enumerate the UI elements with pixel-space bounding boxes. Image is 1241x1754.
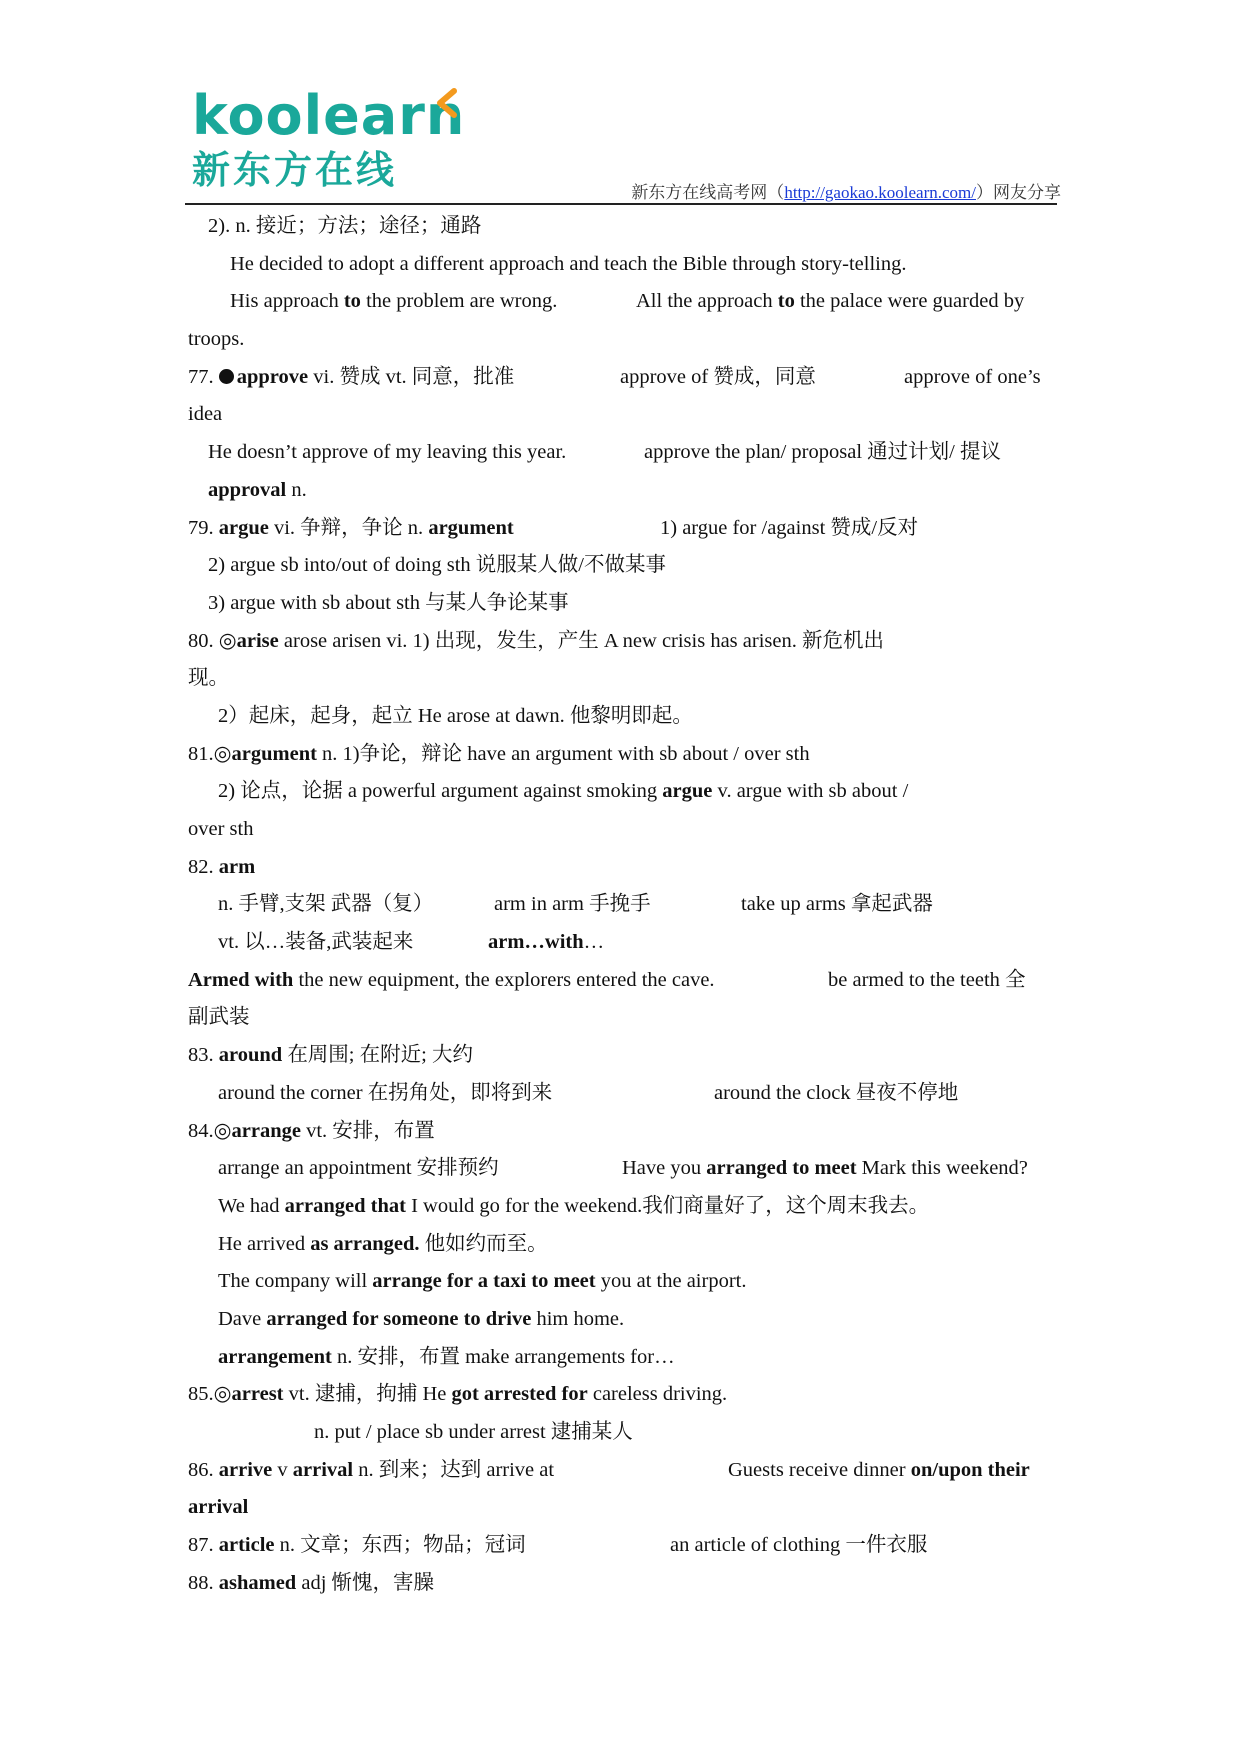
text-segment: you at the airport. bbox=[595, 1270, 747, 1293]
text-segment: n. bbox=[286, 478, 307, 501]
keyword: to bbox=[343, 290, 361, 313]
keyword: to bbox=[777, 290, 795, 313]
text-segment: 现。 bbox=[188, 667, 229, 690]
text-line bbox=[188, 1452, 1056, 1490]
keyword: arrest bbox=[231, 1383, 284, 1406]
text-line bbox=[188, 283, 1056, 321]
text-segment: Mark this weekend? bbox=[856, 1157, 1028, 1180]
text-line bbox=[188, 1527, 1056, 1565]
text-segment: the problem are wrong. bbox=[360, 290, 558, 313]
text-segment: 87. bbox=[188, 1534, 219, 1557]
text-segment: approve of 赞成，同意 bbox=[620, 365, 816, 388]
text-segment: him home. bbox=[531, 1307, 625, 1330]
text-line bbox=[188, 1414, 1056, 1452]
text-column bbox=[188, 1527, 526, 1565]
text-line bbox=[188, 886, 1056, 924]
text-segment: 3) argue with sb about sth 与某人争论某事 bbox=[208, 591, 569, 614]
text-segment: vi. 争辩，争论 n. bbox=[268, 516, 429, 539]
text-segment: 副武装 bbox=[188, 1006, 250, 1029]
text-line bbox=[188, 999, 1056, 1037]
text-segment: Guests receive dinner bbox=[728, 1458, 911, 1481]
text-segment: the palace were guarded by bbox=[794, 290, 1025, 313]
text-segment: Dave bbox=[218, 1307, 267, 1330]
text-segment: around the clock 昼夜不停地 bbox=[714, 1081, 959, 1104]
text-segment: 88. bbox=[188, 1571, 219, 1594]
logo-chevron-icon bbox=[432, 88, 458, 118]
text-line bbox=[188, 1113, 1056, 1151]
text-segment: 1) argue for /against 赞成/反对 bbox=[660, 516, 919, 539]
text-segment: n. 到来；达到 arrive at bbox=[353, 1458, 555, 1481]
text-column bbox=[188, 623, 884, 661]
keyword: arrange bbox=[231, 1119, 301, 1142]
text-segment: 77. bbox=[188, 365, 219, 388]
text-segment: 81.◎ bbox=[188, 742, 232, 765]
text-column bbox=[218, 1150, 499, 1188]
text-line bbox=[188, 1150, 1056, 1188]
text-line bbox=[188, 1301, 1056, 1339]
text-segment: 2) argue sb into/out of doing sth 说服某人做/不做某事 bbox=[208, 554, 667, 577]
keyword: argument bbox=[428, 516, 514, 539]
text-column bbox=[188, 999, 250, 1037]
text-column bbox=[714, 1075, 958, 1113]
keyword: arrange for a taxi to meet bbox=[372, 1270, 596, 1293]
text-segment: 79. bbox=[188, 516, 219, 539]
keyword: arrival bbox=[292, 1458, 354, 1481]
text-segment: approve of one’s bbox=[904, 365, 1041, 388]
text-column bbox=[188, 1113, 435, 1151]
text-line bbox=[188, 773, 1056, 811]
text-line bbox=[188, 698, 1056, 736]
text-segment: 2) 论点，论据 a powerful argument against smoking bbox=[218, 780, 663, 803]
source-link[interactable]: http://gaokao.koolearn.com/ bbox=[784, 183, 976, 202]
text-segment: v. argue with sb about / bbox=[712, 780, 909, 803]
text-column bbox=[208, 585, 569, 623]
text-segment: adj 惭愧，害臊 bbox=[296, 1571, 435, 1594]
text-column bbox=[208, 472, 307, 510]
source-suffix: ）网友分享 bbox=[976, 183, 1061, 202]
logo-wordmark-en: koolearn bbox=[192, 84, 466, 147]
text-segment: vi. 赞成 vt. 同意，批准 bbox=[308, 365, 515, 388]
text-segment: All the approach bbox=[636, 290, 778, 313]
text-column bbox=[218, 1263, 746, 1301]
text-line bbox=[188, 1489, 1056, 1527]
text-segment: He arrived bbox=[218, 1232, 311, 1255]
text-segment: 82. bbox=[188, 855, 219, 878]
keyword: arise bbox=[236, 629, 279, 652]
text-segment: arose arisen vi. 1) 出现，发生，产生 A new crisis has arisen. 新危机出 bbox=[278, 629, 884, 652]
text-line bbox=[188, 472, 1056, 510]
text-segment: 在周围; 在附近; 大约 bbox=[282, 1044, 473, 1067]
text-column bbox=[188, 396, 222, 434]
text-column bbox=[188, 811, 253, 849]
header-divider bbox=[185, 203, 1057, 205]
vocabulary-list bbox=[188, 208, 1056, 1602]
text-segment: 83. bbox=[188, 1044, 219, 1067]
text-column bbox=[488, 924, 604, 962]
text-segment: 2). n. 接近；方法；途径；通路 bbox=[208, 215, 482, 237]
text-segment: be armed to the teeth 全 bbox=[828, 968, 1026, 991]
text-column bbox=[188, 1037, 473, 1075]
keyword: arranged to meet bbox=[706, 1157, 857, 1180]
text-segment: vt. 逮捕，拘捕 He bbox=[283, 1383, 452, 1406]
keyword: Armed with bbox=[188, 968, 294, 991]
text-column bbox=[620, 359, 816, 397]
keyword: on/upon their bbox=[910, 1458, 1030, 1481]
text-column bbox=[728, 1452, 1030, 1490]
keyword: arm…with bbox=[488, 931, 584, 954]
text-column bbox=[218, 1226, 548, 1264]
text-segment: an article of clothing 一件衣服 bbox=[670, 1534, 928, 1557]
text-segment: around the corner 在拐角处，即将到来 bbox=[218, 1081, 553, 1104]
text-line bbox=[188, 510, 1056, 548]
text-segment: 84.◎ bbox=[188, 1119, 232, 1142]
text-segment: approve the plan/ proposal 通过计划/ 提议 bbox=[644, 441, 1001, 464]
text-segment: idea bbox=[188, 403, 223, 426]
text-line bbox=[188, 359, 1056, 397]
text-line bbox=[188, 1263, 1056, 1301]
keyword: arm bbox=[218, 855, 256, 878]
text-line bbox=[188, 811, 1056, 849]
text-column bbox=[622, 1150, 1028, 1188]
text-segment: take up arms 拿起武器 bbox=[741, 893, 933, 916]
text-column bbox=[188, 660, 229, 698]
text-line bbox=[188, 1376, 1056, 1414]
bullet-dot-icon bbox=[219, 369, 234, 384]
text-segment: n. 安排，布置 make arrangements for… bbox=[331, 1345, 675, 1368]
text-segment: The company will bbox=[218, 1270, 373, 1293]
keyword: arrive bbox=[218, 1458, 273, 1481]
keyword: article bbox=[218, 1534, 275, 1557]
text-column bbox=[208, 547, 666, 585]
text-column bbox=[636, 283, 1024, 321]
text-column bbox=[644, 434, 1001, 472]
text-column bbox=[188, 1565, 434, 1603]
text-segment: 80. ◎ bbox=[188, 629, 237, 652]
keyword: arrival bbox=[188, 1496, 249, 1519]
keyword: argue bbox=[218, 516, 269, 539]
text-column bbox=[188, 359, 514, 397]
source-prefix: 新东方在线高考网（ bbox=[631, 183, 785, 202]
text-column bbox=[218, 886, 433, 924]
logo-wordmark-cn: 新东方在线 bbox=[192, 148, 398, 192]
text-column bbox=[218, 1188, 929, 1226]
text-column bbox=[188, 736, 810, 774]
keyword: got arrested for bbox=[451, 1383, 588, 1406]
text-column bbox=[218, 924, 413, 962]
koolearn-logo bbox=[192, 84, 466, 206]
text-line bbox=[188, 1226, 1056, 1264]
text-line bbox=[188, 396, 1056, 434]
text-line bbox=[188, 623, 1056, 661]
text-line bbox=[188, 246, 1056, 284]
text-segment: n. 文章；东西；物品；冠词 bbox=[274, 1534, 526, 1557]
text-column bbox=[230, 283, 557, 321]
text-segment: 85.◎ bbox=[188, 1383, 232, 1406]
text-segment: n. 1)争论，辩论 have an argument with sb about / over sth bbox=[316, 742, 810, 765]
text-column bbox=[218, 1301, 624, 1339]
text-segment: n. put / place sb under arrest 逮捕某人 bbox=[314, 1421, 633, 1443]
text-column bbox=[218, 773, 908, 811]
text-segment: troops. bbox=[188, 328, 245, 351]
text-line bbox=[188, 849, 1056, 887]
text-column bbox=[218, 1339, 675, 1377]
text-line bbox=[188, 1075, 1056, 1113]
text-line bbox=[188, 1339, 1056, 1377]
text-column bbox=[188, 849, 255, 887]
text-line bbox=[188, 547, 1056, 585]
keyword: arrangement bbox=[218, 1345, 332, 1368]
text-line bbox=[188, 1188, 1056, 1226]
text-segment: over sth bbox=[188, 818, 254, 840]
text-line bbox=[188, 924, 1056, 962]
text-column bbox=[904, 359, 1041, 397]
text-line bbox=[188, 434, 1056, 472]
text-segment: arrange an appointment 安排预约 bbox=[218, 1157, 499, 1180]
keyword: argue bbox=[662, 780, 713, 803]
text-column bbox=[314, 1414, 633, 1452]
keyword: arranged that bbox=[284, 1194, 406, 1217]
text-segment: He doesn’t approve of my leaving this year. bbox=[208, 441, 567, 464]
text-segment: We had bbox=[218, 1194, 285, 1217]
text-segment: He decided to adopt a different approach and teach the Bible through story-telling. bbox=[230, 252, 907, 275]
text-column bbox=[188, 1489, 248, 1527]
keyword: around bbox=[218, 1044, 283, 1067]
text-column bbox=[208, 208, 481, 246]
text-line bbox=[188, 660, 1056, 698]
text-column bbox=[230, 246, 906, 284]
text-segment: vt. 安排，布置 bbox=[300, 1119, 435, 1142]
text-column bbox=[208, 434, 566, 472]
text-column bbox=[741, 886, 933, 924]
keyword: arranged for someone to drive bbox=[266, 1307, 532, 1330]
text-column bbox=[218, 1075, 552, 1113]
text-segment: vt. 以…装备,武装起来 bbox=[218, 931, 414, 954]
text-column bbox=[188, 1452, 554, 1490]
keyword: approve bbox=[236, 365, 309, 388]
text-segment: 他如约而至。 bbox=[419, 1232, 548, 1255]
text-column bbox=[670, 1527, 927, 1565]
keyword: approval bbox=[208, 478, 287, 501]
text-segment: His approach bbox=[230, 290, 344, 313]
text-column bbox=[828, 962, 1026, 1000]
header-source-note bbox=[631, 178, 1061, 203]
text-column bbox=[218, 698, 693, 736]
keyword: as arranged. bbox=[310, 1232, 420, 1255]
text-line bbox=[188, 585, 1056, 623]
text-line bbox=[188, 962, 1056, 1000]
text-segment: … bbox=[583, 931, 605, 954]
text-line bbox=[188, 208, 1056, 246]
text-segment: arm in arm 手挽手 bbox=[494, 893, 651, 916]
keyword: ashamed bbox=[218, 1571, 297, 1594]
text-column bbox=[188, 1376, 727, 1414]
text-column bbox=[660, 510, 918, 548]
text-column bbox=[188, 510, 514, 548]
text-line bbox=[188, 1565, 1056, 1603]
text-segment: n. 手臂,支架 武器（复） bbox=[218, 893, 434, 916]
text-line bbox=[188, 321, 1056, 359]
text-segment: the new equipment, the explorers entered the cave. bbox=[293, 968, 715, 991]
text-segment: v bbox=[272, 1458, 293, 1481]
text-column bbox=[188, 321, 244, 359]
text-segment: careless driving. bbox=[587, 1383, 728, 1406]
text-segment: Have you bbox=[622, 1157, 707, 1180]
text-segment: 86. bbox=[188, 1458, 219, 1481]
text-segment: I would go for the weekend.我们商量好了，这个周末我去。 bbox=[405, 1194, 930, 1217]
text-column bbox=[188, 962, 715, 1000]
text-column bbox=[494, 886, 651, 924]
keyword: argument bbox=[231, 742, 317, 765]
text-line bbox=[188, 736, 1056, 774]
text-line bbox=[188, 1037, 1056, 1075]
text-segment: 2）起床，起身，起立 He arose at dawn. 他黎明即起。 bbox=[218, 704, 693, 727]
